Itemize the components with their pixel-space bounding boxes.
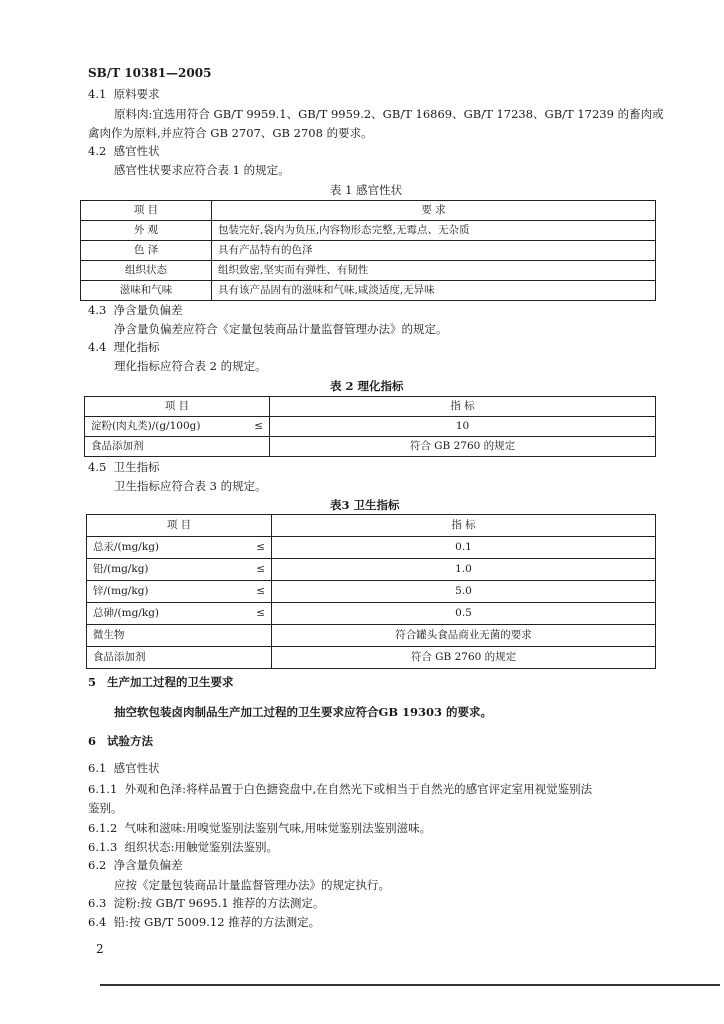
section-title: 生产加工过程的卫生要求 (106, 675, 234, 689)
paragraph-line: 应按《定量包装商品计量监督管理办法》的规定执行。 (114, 878, 390, 892)
paragraph-line: 禽肉作为原料,并应符合 GB 2707、GB 2708 的要求。 (88, 126, 373, 140)
requirement-cell: 包装完好,袋内为负压,内容物形态完整,无霉点、无杂质 (212, 221, 656, 241)
paragraph-line: 组织状态:用触觉鉴别法鉴别。 (124, 840, 278, 854)
paragraph-6-4 (88, 914, 320, 930)
section-number: 6.4 (88, 915, 107, 929)
section-number: 4.4 (88, 340, 107, 354)
section-4-5-heading (88, 459, 160, 475)
section-number: 5 (88, 675, 97, 689)
section-number: 6.2 (88, 858, 107, 872)
section-5-heading (88, 674, 233, 690)
item-cell: 滋味和气味 (81, 281, 212, 301)
section-title: 卫生指标 (113, 460, 160, 474)
value-cell: 10 (270, 417, 656, 437)
section-title: 理化指标 (113, 340, 160, 354)
item-cell: 色 泽 (81, 241, 212, 261)
comparator-cell: ≤ (239, 537, 272, 559)
header-cell: 指 标 (270, 397, 656, 417)
section-4-1-heading (88, 86, 160, 102)
paragraph-line: 原料肉:宜选用符合 GB/T 9959.1、GB/T 9959.2、GB/T 16869、GB/T 17238、GB/T 17239 的畜肉或 (114, 107, 664, 121)
item-cell: 总砷/(mg/kg) (87, 603, 240, 625)
section-number: 4.3 (88, 303, 107, 317)
section-number: 6.1.3 (88, 840, 118, 854)
table-row (85, 437, 656, 457)
paragraph-line: 抽空软包装卤肉制品生产加工过程的卫生要求应符合GB 19303 的要求。 (114, 705, 493, 719)
header-cell: 项 目 (81, 201, 212, 221)
paragraph-6-3 (88, 895, 324, 911)
comparator-cell: ≤ (239, 581, 272, 603)
section-number: 6 (88, 734, 97, 748)
paragraph-line: 鉴别。 (88, 801, 123, 815)
page-number: 2 (96, 942, 104, 956)
paragraph-line: 气味和滋味:用嗅觉鉴别法鉴别气味,用味觉鉴别法鉴别滋味。 (124, 821, 432, 835)
item-cell: 铅/(mg/kg) (87, 559, 240, 581)
value-cell: 符合罐头食品商业无菌的要求 (272, 625, 656, 647)
value-cell: 0.5 (272, 603, 656, 625)
section-title: 试验方法 (106, 734, 153, 748)
table-2-caption: 表 2 理化指标 (330, 379, 404, 393)
table-1-caption: 表 1 感官性状 (330, 183, 403, 197)
paragraph-line: 理化指标应符合表 2 的规定。 (114, 359, 267, 373)
section-number: 4.5 (88, 460, 107, 474)
table-3-caption: 表3 卫生指标 (330, 498, 400, 512)
standard-code: SB/T 10381—2005 (88, 66, 212, 80)
value-cell: 5.0 (272, 581, 656, 603)
item-cell: 外 观 (81, 221, 212, 241)
table-row (87, 537, 656, 559)
table-header-row (87, 515, 656, 537)
section-number: 6.1 (88, 761, 107, 775)
table-3 (86, 514, 656, 669)
header-cell: 要 求 (212, 201, 656, 221)
section-4-3-heading (88, 302, 183, 318)
section-number: 4.2 (88, 144, 107, 158)
table-row (81, 221, 656, 241)
item-cell: 微生物 (87, 625, 272, 647)
table-header-row (85, 397, 656, 417)
table-row (81, 241, 656, 261)
paragraph-6-1-1 (88, 781, 592, 797)
paragraph-line: 外观和色泽:将样品置于白色搪瓷盘中,在自然光下或相当于自然光的感官评定室用视觉鉴别法 (124, 782, 593, 796)
section-title: 净含量负偏差 (113, 858, 183, 872)
paragraph-line: 感官性状要求应符合表 1 的规定。 (114, 163, 290, 177)
section-number: 4.1 (88, 87, 107, 101)
paragraph-6-1-3 (88, 839, 278, 855)
section-6-1-heading (88, 760, 160, 776)
table-row (85, 417, 656, 437)
section-6-2-heading (88, 857, 183, 873)
section-4-4-heading (88, 339, 160, 355)
table-row (87, 647, 656, 669)
section-6-heading (88, 733, 153, 749)
value-cell: 符合 GB 2760 的规定 (272, 647, 656, 669)
section-title: 感官性状 (113, 761, 160, 775)
requirement-cell: 具有产品特有的色泽 (212, 241, 656, 261)
value-cell: 1.0 (272, 559, 656, 581)
item-cell: 锌/(mg/kg) (87, 581, 240, 603)
item-cell: 食品添加剂 (87, 647, 272, 669)
table-1 (80, 200, 656, 301)
section-number: 6.1.1 (88, 782, 118, 796)
paragraph-line: 淀粉:按 GB/T 9695.1 推荐的方法测定。 (113, 896, 325, 910)
section-4-2-heading (88, 143, 160, 159)
bottom-rule (100, 984, 720, 986)
paragraph-line: 铅:按 GB/T 5009.12 推荐的方法测定。 (113, 915, 321, 929)
requirement-cell: 组织致密,坚实而有弹性、有韧性 (212, 261, 656, 281)
table-2 (84, 396, 656, 457)
table-row (81, 261, 656, 281)
value-cell: 符合 GB 2760 的规定 (270, 437, 656, 457)
table-row (87, 625, 656, 647)
table-row (81, 281, 656, 301)
table-row (87, 581, 656, 603)
item-cell: 食品添加剂 (85, 437, 270, 457)
item-cell: 淀粉(肉丸类)/(g/100g) (85, 417, 238, 437)
comparator-cell: ≤ (239, 559, 272, 581)
paragraph-line: 净含量负偏差应符合《定量包装商品计量监督管理办法》的规定。 (114, 322, 448, 336)
section-title: 净含量负偏差 (113, 303, 183, 317)
paragraph-line: 卫生指标应符合表 3 的规定。 (114, 479, 267, 493)
header-cell: 指 标 (272, 515, 656, 537)
requirement-cell: 具有该产品固有的滋味和气味,咸淡适度,无异味 (212, 281, 656, 301)
item-cell: 组织状态 (81, 261, 212, 281)
table-row (87, 559, 656, 581)
table-header-row (81, 201, 656, 221)
comparator-cell: ≤ (239, 603, 272, 625)
comparator-cell: ≤ (237, 417, 270, 437)
table-row (87, 603, 656, 625)
section-number: 6.3 (88, 896, 107, 910)
section-title: 原料要求 (113, 87, 160, 101)
section-title: 感官性状 (113, 144, 160, 158)
paragraph-6-1-2 (88, 820, 431, 836)
section-number: 6.1.2 (88, 821, 118, 835)
header-cell: 项 目 (85, 397, 270, 417)
item-cell: 总汞/(mg/kg) (87, 537, 240, 559)
header-cell: 项 目 (87, 515, 272, 537)
value-cell: 0.1 (272, 537, 656, 559)
